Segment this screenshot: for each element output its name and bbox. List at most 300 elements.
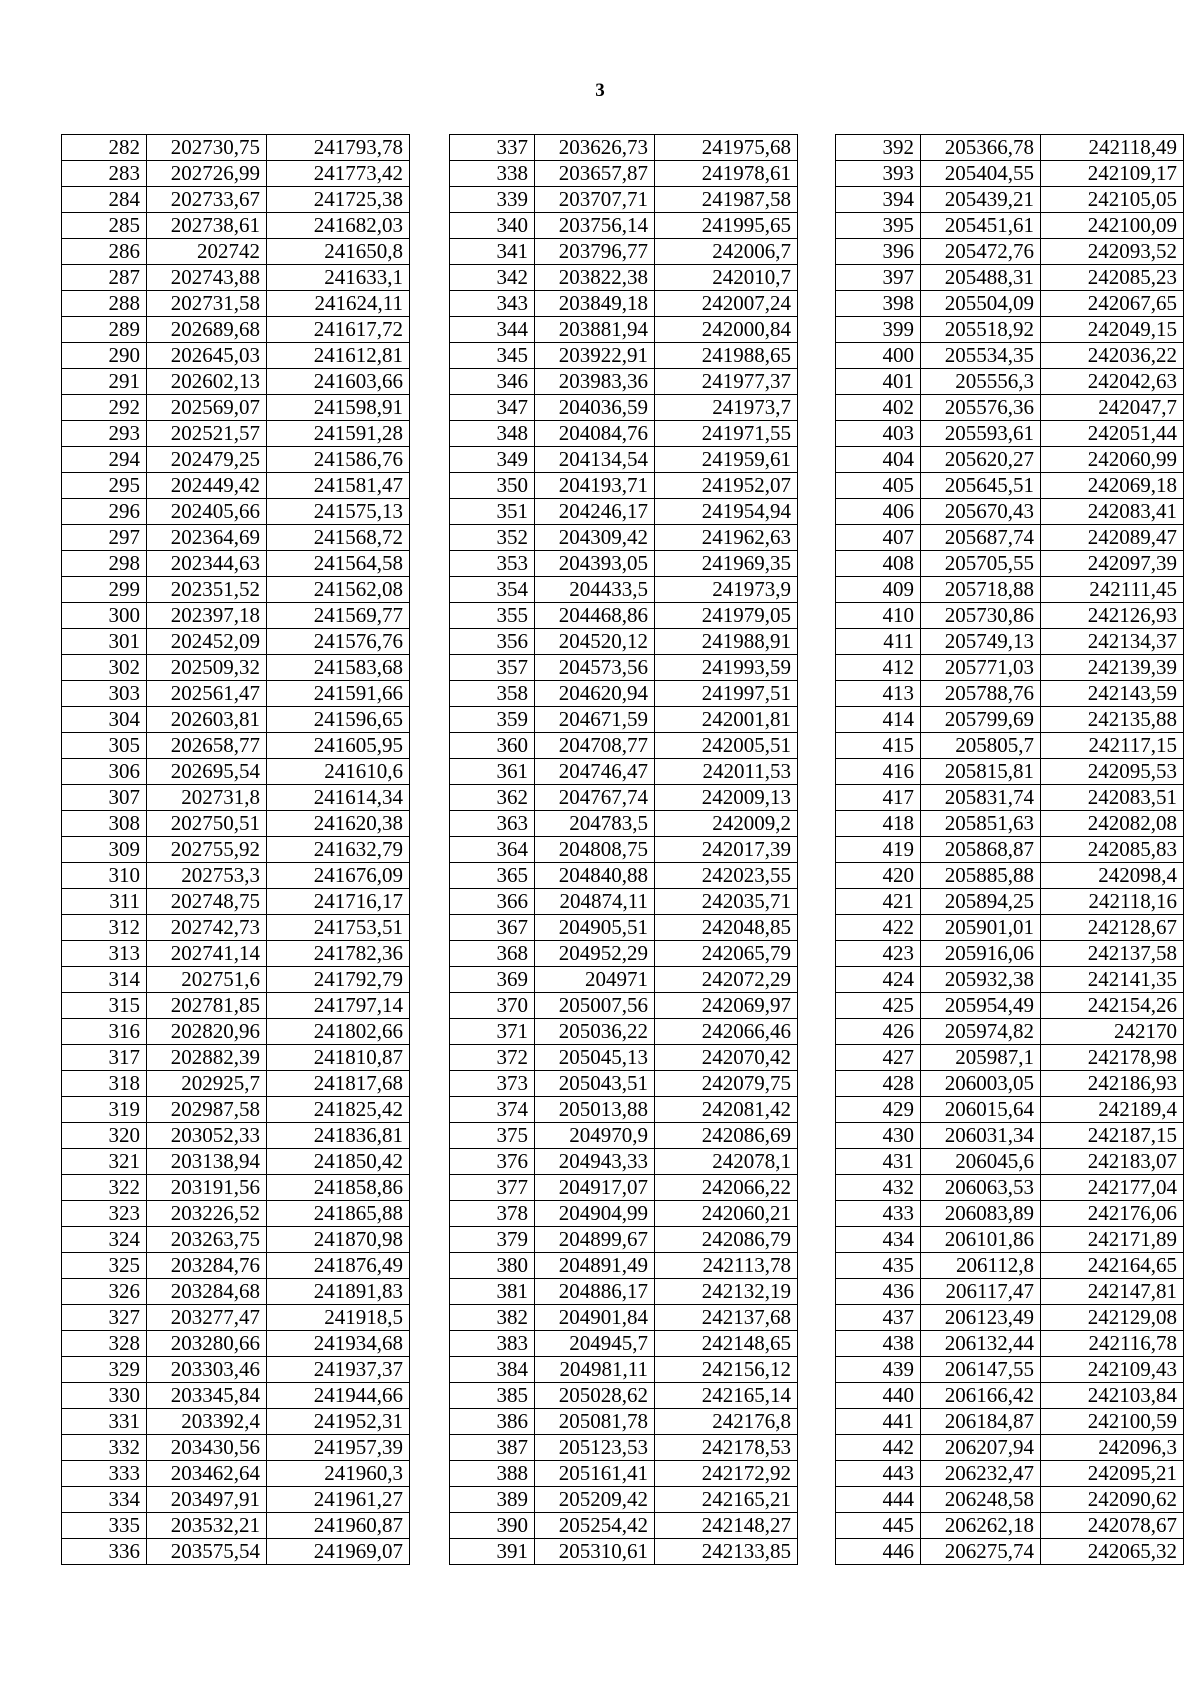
x-coordinate-cell: 205687,74 xyxy=(921,525,1041,551)
table-row xyxy=(450,161,798,187)
point-number-cell: 394 xyxy=(836,187,921,213)
point-number-cell: 422 xyxy=(836,915,921,941)
point-number-cell: 374 xyxy=(450,1097,535,1123)
table-row xyxy=(836,317,1184,343)
x-coordinate-cell: 203277,47 xyxy=(147,1305,267,1331)
x-coordinate-cell: 205123,53 xyxy=(535,1435,655,1461)
table-row xyxy=(450,1149,798,1175)
point-number-cell: 403 xyxy=(836,421,921,447)
table-row xyxy=(836,161,1184,187)
x-coordinate-cell: 202733,67 xyxy=(147,187,267,213)
point-number-cell: 334 xyxy=(62,1487,147,1513)
point-number-cell: 417 xyxy=(836,785,921,811)
table-row xyxy=(836,1201,1184,1227)
y-coordinate-cell: 241633,1 xyxy=(267,265,410,291)
table-row xyxy=(62,1331,410,1357)
point-number-cell: 392 xyxy=(836,135,921,161)
y-coordinate-cell: 242070,42 xyxy=(655,1045,798,1071)
table-row xyxy=(450,187,798,213)
y-coordinate-cell: 242086,79 xyxy=(655,1227,798,1253)
table-row xyxy=(62,1019,410,1045)
coordinate-table-3 xyxy=(835,134,1184,1565)
table-row xyxy=(450,707,798,733)
y-coordinate-cell: 241576,76 xyxy=(267,629,410,655)
y-coordinate-cell: 241961,27 xyxy=(267,1487,410,1513)
y-coordinate-cell: 242137,58 xyxy=(1041,941,1184,967)
y-coordinate-cell: 241975,68 xyxy=(655,135,798,161)
point-number-cell: 316 xyxy=(62,1019,147,1045)
table-row xyxy=(450,967,798,993)
x-coordinate-cell: 205451,61 xyxy=(921,213,1041,239)
y-coordinate-cell: 242183,07 xyxy=(1041,1149,1184,1175)
table-row xyxy=(450,239,798,265)
table-row xyxy=(450,811,798,837)
y-coordinate-cell: 241682,03 xyxy=(267,213,410,239)
y-coordinate-cell: 241624,11 xyxy=(267,291,410,317)
point-number-cell: 341 xyxy=(450,239,535,265)
table-row xyxy=(836,1149,1184,1175)
y-coordinate-cell: 241960,87 xyxy=(267,1513,410,1539)
y-coordinate-cell: 242083,41 xyxy=(1041,499,1184,525)
point-number-cell: 428 xyxy=(836,1071,921,1097)
table-row xyxy=(450,1227,798,1253)
point-number-cell: 371 xyxy=(450,1019,535,1045)
table-row xyxy=(62,525,410,551)
y-coordinate-cell: 242036,22 xyxy=(1041,343,1184,369)
table-row xyxy=(450,499,798,525)
table-row xyxy=(62,655,410,681)
y-coordinate-cell: 242103,84 xyxy=(1041,1383,1184,1409)
y-coordinate-cell: 241810,87 xyxy=(267,1045,410,1071)
table-row xyxy=(836,863,1184,889)
x-coordinate-cell: 202569,07 xyxy=(147,395,267,421)
point-number-cell: 369 xyxy=(450,967,535,993)
table-row xyxy=(62,1409,410,1435)
x-coordinate-cell: 205045,13 xyxy=(535,1045,655,1071)
x-coordinate-cell: 206232,47 xyxy=(921,1461,1041,1487)
x-coordinate-cell: 202344,63 xyxy=(147,551,267,577)
point-number-cell: 388 xyxy=(450,1461,535,1487)
y-coordinate-cell: 242100,59 xyxy=(1041,1409,1184,1435)
x-coordinate-cell: 202753,3 xyxy=(147,863,267,889)
y-coordinate-cell: 242116,78 xyxy=(1041,1331,1184,1357)
point-number-cell: 352 xyxy=(450,525,535,551)
x-coordinate-cell: 204891,49 xyxy=(535,1253,655,1279)
point-number-cell: 304 xyxy=(62,707,147,733)
table-row xyxy=(836,967,1184,993)
point-number-cell: 306 xyxy=(62,759,147,785)
y-coordinate-cell: 241870,98 xyxy=(267,1227,410,1253)
y-coordinate-cell: 242086,69 xyxy=(655,1123,798,1149)
y-coordinate-cell: 241957,39 xyxy=(267,1435,410,1461)
x-coordinate-cell: 204573,56 xyxy=(535,655,655,681)
point-number-cell: 424 xyxy=(836,967,921,993)
y-coordinate-cell: 241591,66 xyxy=(267,681,410,707)
x-coordinate-cell: 204943,33 xyxy=(535,1149,655,1175)
point-number-cell: 377 xyxy=(450,1175,535,1201)
table-row xyxy=(62,1123,410,1149)
table-row xyxy=(836,499,1184,525)
point-number-cell: 384 xyxy=(450,1357,535,1383)
table-row xyxy=(62,733,410,759)
point-number-cell: 361 xyxy=(450,759,535,785)
table-row xyxy=(62,317,410,343)
table-row xyxy=(836,915,1184,941)
y-coordinate-cell: 242047,7 xyxy=(1041,395,1184,421)
y-coordinate-cell: 241773,42 xyxy=(267,161,410,187)
table-row xyxy=(836,785,1184,811)
y-coordinate-cell: 242085,83 xyxy=(1041,837,1184,863)
table-row xyxy=(836,525,1184,551)
y-coordinate-cell: 242078,67 xyxy=(1041,1513,1184,1539)
table-row xyxy=(62,1513,410,1539)
point-number-cell: 439 xyxy=(836,1357,921,1383)
point-number-cell: 294 xyxy=(62,447,147,473)
point-number-cell: 367 xyxy=(450,915,535,941)
point-number-cell: 389 xyxy=(450,1487,535,1513)
x-coordinate-cell: 203849,18 xyxy=(535,291,655,317)
y-coordinate-cell: 242009,2 xyxy=(655,811,798,837)
y-coordinate-cell: 242083,51 xyxy=(1041,785,1184,811)
x-coordinate-cell: 205161,41 xyxy=(535,1461,655,1487)
x-coordinate-cell: 206184,87 xyxy=(921,1409,1041,1435)
point-number-cell: 356 xyxy=(450,629,535,655)
point-number-cell: 313 xyxy=(62,941,147,967)
x-coordinate-cell: 205954,49 xyxy=(921,993,1041,1019)
y-coordinate-cell: 242189,4 xyxy=(1041,1097,1184,1123)
x-coordinate-cell: 203983,36 xyxy=(535,369,655,395)
table-row xyxy=(62,551,410,577)
x-coordinate-cell: 204783,5 xyxy=(535,811,655,837)
point-number-cell: 343 xyxy=(450,291,535,317)
point-number-cell: 412 xyxy=(836,655,921,681)
x-coordinate-cell: 205987,1 xyxy=(921,1045,1041,1071)
table-row xyxy=(62,1045,410,1071)
table-row xyxy=(450,447,798,473)
y-coordinate-cell: 241825,42 xyxy=(267,1097,410,1123)
point-number-cell: 383 xyxy=(450,1331,535,1357)
y-coordinate-cell: 242066,46 xyxy=(655,1019,798,1045)
x-coordinate-cell: 205254,42 xyxy=(535,1513,655,1539)
x-coordinate-cell: 205645,51 xyxy=(921,473,1041,499)
point-number-cell: 416 xyxy=(836,759,921,785)
table-row xyxy=(450,1201,798,1227)
point-number-cell: 325 xyxy=(62,1253,147,1279)
y-coordinate-cell: 241581,47 xyxy=(267,473,410,499)
y-coordinate-cell: 241598,91 xyxy=(267,395,410,421)
x-coordinate-cell: 204905,51 xyxy=(535,915,655,941)
point-number-cell: 286 xyxy=(62,239,147,265)
x-coordinate-cell: 205534,35 xyxy=(921,343,1041,369)
y-coordinate-cell: 242010,7 xyxy=(655,265,798,291)
y-coordinate-cell: 241850,42 xyxy=(267,1149,410,1175)
table-row xyxy=(62,499,410,525)
table-row xyxy=(836,1279,1184,1305)
table-row xyxy=(450,837,798,863)
x-coordinate-cell: 206003,05 xyxy=(921,1071,1041,1097)
table-row xyxy=(836,1513,1184,1539)
y-coordinate-cell: 241962,63 xyxy=(655,525,798,551)
table-row xyxy=(450,1513,798,1539)
table-row xyxy=(836,1045,1184,1071)
point-number-cell: 364 xyxy=(450,837,535,863)
table-row xyxy=(836,1357,1184,1383)
table-row xyxy=(836,395,1184,421)
table-row xyxy=(450,603,798,629)
y-coordinate-cell: 241650,8 xyxy=(267,239,410,265)
y-coordinate-cell: 242001,81 xyxy=(655,707,798,733)
y-coordinate-cell: 242000,84 xyxy=(655,317,798,343)
x-coordinate-cell: 204901,84 xyxy=(535,1305,655,1331)
y-coordinate-cell: 242069,18 xyxy=(1041,473,1184,499)
y-coordinate-cell: 242081,42 xyxy=(655,1097,798,1123)
table-row xyxy=(836,187,1184,213)
table-row xyxy=(836,629,1184,655)
x-coordinate-cell: 202730,75 xyxy=(147,135,267,161)
point-number-cell: 297 xyxy=(62,525,147,551)
x-coordinate-cell: 205043,51 xyxy=(535,1071,655,1097)
table-row xyxy=(836,551,1184,577)
table-row xyxy=(836,889,1184,915)
point-number-cell: 300 xyxy=(62,603,147,629)
x-coordinate-cell: 206101,86 xyxy=(921,1227,1041,1253)
point-number-cell: 442 xyxy=(836,1435,921,1461)
x-coordinate-cell: 202658,77 xyxy=(147,733,267,759)
table-row xyxy=(836,1487,1184,1513)
point-number-cell: 427 xyxy=(836,1045,921,1071)
x-coordinate-cell: 205556,3 xyxy=(921,369,1041,395)
y-coordinate-cell: 242109,43 xyxy=(1041,1357,1184,1383)
x-coordinate-cell: 205916,06 xyxy=(921,941,1041,967)
x-coordinate-cell: 205788,76 xyxy=(921,681,1041,707)
point-number-cell: 344 xyxy=(450,317,535,343)
y-coordinate-cell: 242100,09 xyxy=(1041,213,1184,239)
x-coordinate-cell: 206275,74 xyxy=(921,1539,1041,1565)
x-coordinate-cell: 205504,09 xyxy=(921,291,1041,317)
table-row xyxy=(450,343,798,369)
x-coordinate-cell: 202925,7 xyxy=(147,1071,267,1097)
x-coordinate-cell: 202731,58 xyxy=(147,291,267,317)
x-coordinate-cell: 203280,66 xyxy=(147,1331,267,1357)
x-coordinate-cell: 202755,92 xyxy=(147,837,267,863)
x-coordinate-cell: 205209,42 xyxy=(535,1487,655,1513)
y-coordinate-cell: 241753,51 xyxy=(267,915,410,941)
x-coordinate-cell: 204917,07 xyxy=(535,1175,655,1201)
x-coordinate-cell: 203922,91 xyxy=(535,343,655,369)
y-coordinate-cell: 241977,37 xyxy=(655,369,798,395)
y-coordinate-cell: 242154,26 xyxy=(1041,993,1184,1019)
y-coordinate-cell: 242118,49 xyxy=(1041,135,1184,161)
table-row xyxy=(450,1045,798,1071)
table-row xyxy=(62,291,410,317)
x-coordinate-cell: 202452,09 xyxy=(147,629,267,655)
x-coordinate-cell: 202742 xyxy=(147,239,267,265)
table-row xyxy=(450,993,798,1019)
table-row xyxy=(836,733,1184,759)
y-coordinate-cell: 242089,47 xyxy=(1041,525,1184,551)
x-coordinate-cell: 204746,47 xyxy=(535,759,655,785)
point-number-cell: 328 xyxy=(62,1331,147,1357)
x-coordinate-cell: 205593,61 xyxy=(921,421,1041,447)
table-row xyxy=(62,1253,410,1279)
y-coordinate-cell: 241676,09 xyxy=(267,863,410,889)
table-row xyxy=(62,239,410,265)
table-row xyxy=(450,473,798,499)
table-row xyxy=(836,421,1184,447)
table-row xyxy=(62,967,410,993)
point-number-cell: 293 xyxy=(62,421,147,447)
x-coordinate-cell: 204945,7 xyxy=(535,1331,655,1357)
point-number-cell: 418 xyxy=(836,811,921,837)
point-number-cell: 398 xyxy=(836,291,921,317)
table-row xyxy=(450,941,798,967)
x-coordinate-cell: 203532,21 xyxy=(147,1513,267,1539)
y-coordinate-cell: 242109,17 xyxy=(1041,161,1184,187)
x-coordinate-cell: 204708,77 xyxy=(535,733,655,759)
x-coordinate-cell: 206207,94 xyxy=(921,1435,1041,1461)
point-number-cell: 309 xyxy=(62,837,147,863)
y-coordinate-cell: 241918,5 xyxy=(267,1305,410,1331)
y-coordinate-cell: 242128,67 xyxy=(1041,915,1184,941)
table-row xyxy=(836,1435,1184,1461)
table-row xyxy=(62,1149,410,1175)
y-coordinate-cell: 241973,9 xyxy=(655,577,798,603)
point-number-cell: 295 xyxy=(62,473,147,499)
y-coordinate-cell: 242097,39 xyxy=(1041,551,1184,577)
x-coordinate-cell: 202750,51 xyxy=(147,811,267,837)
table-row xyxy=(836,213,1184,239)
point-number-cell: 433 xyxy=(836,1201,921,1227)
table-row xyxy=(450,655,798,681)
point-number-cell: 436 xyxy=(836,1279,921,1305)
point-number-cell: 402 xyxy=(836,395,921,421)
y-coordinate-cell: 242137,68 xyxy=(655,1305,798,1331)
point-number-cell: 406 xyxy=(836,499,921,525)
table-row xyxy=(62,1201,410,1227)
y-coordinate-cell: 242135,88 xyxy=(1041,707,1184,733)
x-coordinate-cell: 204899,67 xyxy=(535,1227,655,1253)
table-row xyxy=(836,1539,1184,1565)
point-number-cell: 429 xyxy=(836,1097,921,1123)
table-row xyxy=(450,915,798,941)
table-row xyxy=(836,681,1184,707)
y-coordinate-cell: 241614,34 xyxy=(267,785,410,811)
y-coordinate-cell: 241979,05 xyxy=(655,603,798,629)
point-number-cell: 284 xyxy=(62,187,147,213)
table-row xyxy=(836,473,1184,499)
y-coordinate-cell: 242042,63 xyxy=(1041,369,1184,395)
y-coordinate-cell: 241960,3 xyxy=(267,1461,410,1487)
table-row xyxy=(450,551,798,577)
point-number-cell: 441 xyxy=(836,1409,921,1435)
x-coordinate-cell: 205404,55 xyxy=(921,161,1041,187)
y-coordinate-cell: 242072,29 xyxy=(655,967,798,993)
table-row xyxy=(836,1409,1184,1435)
x-coordinate-cell: 204904,99 xyxy=(535,1201,655,1227)
point-number-cell: 368 xyxy=(450,941,535,967)
table-row xyxy=(836,837,1184,863)
point-number-cell: 315 xyxy=(62,993,147,1019)
x-coordinate-cell: 204193,71 xyxy=(535,473,655,499)
x-coordinate-cell: 205730,86 xyxy=(921,603,1041,629)
y-coordinate-cell: 241858,86 xyxy=(267,1175,410,1201)
x-coordinate-cell: 202987,58 xyxy=(147,1097,267,1123)
y-coordinate-cell: 242060,99 xyxy=(1041,447,1184,473)
point-number-cell: 423 xyxy=(836,941,921,967)
y-coordinate-cell: 242156,12 xyxy=(655,1357,798,1383)
point-number-cell: 435 xyxy=(836,1253,921,1279)
table-row xyxy=(62,603,410,629)
table-row xyxy=(62,343,410,369)
y-coordinate-cell: 242172,92 xyxy=(655,1461,798,1487)
table-row xyxy=(62,1539,410,1565)
x-coordinate-cell: 205472,76 xyxy=(921,239,1041,265)
y-coordinate-cell: 241797,14 xyxy=(267,993,410,1019)
point-number-cell: 363 xyxy=(450,811,535,837)
y-coordinate-cell: 241562,08 xyxy=(267,577,410,603)
x-coordinate-cell: 204952,29 xyxy=(535,941,655,967)
x-coordinate-cell: 203881,94 xyxy=(535,317,655,343)
y-coordinate-cell: 242176,8 xyxy=(655,1409,798,1435)
y-coordinate-cell: 241725,38 xyxy=(267,187,410,213)
y-coordinate-cell: 241971,55 xyxy=(655,421,798,447)
y-coordinate-cell: 241969,35 xyxy=(655,551,798,577)
point-number-cell: 350 xyxy=(450,473,535,499)
table-row xyxy=(450,1487,798,1513)
x-coordinate-cell: 203575,54 xyxy=(147,1539,267,1565)
x-coordinate-cell: 203284,76 xyxy=(147,1253,267,1279)
x-coordinate-cell: 204520,12 xyxy=(535,629,655,655)
y-coordinate-cell: 242067,65 xyxy=(1041,291,1184,317)
y-coordinate-cell: 241973,7 xyxy=(655,395,798,421)
table-row xyxy=(62,161,410,187)
point-number-cell: 353 xyxy=(450,551,535,577)
table-row xyxy=(836,1331,1184,1357)
x-coordinate-cell: 205749,13 xyxy=(921,629,1041,655)
table-row xyxy=(62,1175,410,1201)
point-number-cell: 314 xyxy=(62,967,147,993)
y-coordinate-cell: 241944,66 xyxy=(267,1383,410,1409)
x-coordinate-cell: 203430,56 xyxy=(147,1435,267,1461)
table-row xyxy=(62,395,410,421)
point-number-cell: 355 xyxy=(450,603,535,629)
table-row xyxy=(836,1175,1184,1201)
x-coordinate-cell: 206117,47 xyxy=(921,1279,1041,1305)
point-number-cell: 332 xyxy=(62,1435,147,1461)
point-number-cell: 381 xyxy=(450,1279,535,1305)
point-number-cell: 318 xyxy=(62,1071,147,1097)
y-coordinate-cell: 241568,72 xyxy=(267,525,410,551)
y-coordinate-cell: 241605,95 xyxy=(267,733,410,759)
table-row xyxy=(836,1253,1184,1279)
y-coordinate-cell: 242148,27 xyxy=(655,1513,798,1539)
x-coordinate-cell: 206248,58 xyxy=(921,1487,1041,1513)
y-coordinate-cell: 242187,15 xyxy=(1041,1123,1184,1149)
point-number-cell: 391 xyxy=(450,1539,535,1565)
point-number-cell: 329 xyxy=(62,1357,147,1383)
x-coordinate-cell: 202726,99 xyxy=(147,161,267,187)
point-number-cell: 372 xyxy=(450,1045,535,1071)
y-coordinate-cell: 242005,51 xyxy=(655,733,798,759)
table-row xyxy=(62,421,410,447)
x-coordinate-cell: 206262,18 xyxy=(921,1513,1041,1539)
point-number-cell: 299 xyxy=(62,577,147,603)
x-coordinate-cell: 202405,66 xyxy=(147,499,267,525)
table-row xyxy=(450,213,798,239)
table-row xyxy=(450,863,798,889)
x-coordinate-cell: 203263,75 xyxy=(147,1227,267,1253)
table-row xyxy=(836,811,1184,837)
